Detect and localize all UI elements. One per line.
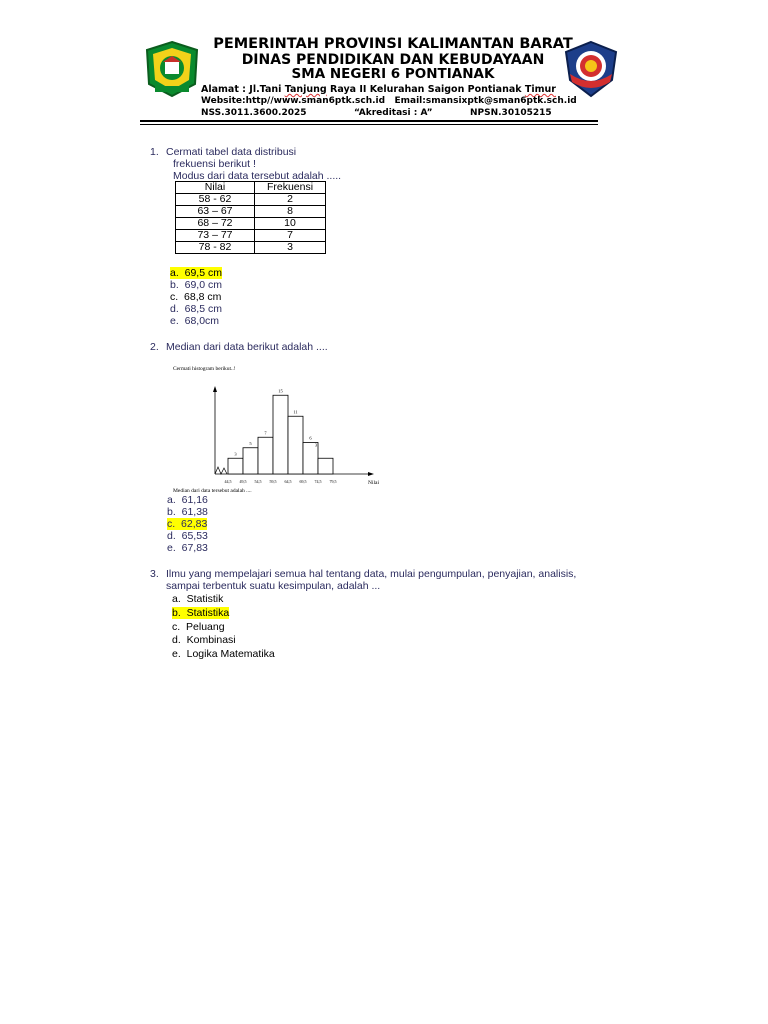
bar-value-label: 7 <box>264 430 267 436</box>
x-tick-label: 54,5 <box>254 479 262 484</box>
table-cell: 8 <box>255 206 326 218</box>
q3-option-e[interactable]: e. Logika Matematika <box>172 648 275 660</box>
histogram-bar <box>318 458 333 474</box>
bar-value-label: 15 <box>278 388 283 394</box>
chart-footer: Median dari data tersebut adalah .... <box>173 488 252 494</box>
nss-text: NSS.3011.3600.2025 <box>201 108 307 118</box>
header-rule-thin <box>140 124 598 125</box>
x-tick-label: 79,5 <box>329 479 337 484</box>
q3-line-2: sampai terbentuk suatu kesimpulan, adalah ... <box>166 580 381 592</box>
header-contact <box>201 96 577 106</box>
website-text: Website:http//www.sman6ptk.sch.id <box>201 96 386 106</box>
header-line-2: DINAS PENDIDIKAN DAN KEBUDAYAAN <box>241 52 545 68</box>
table-row <box>176 242 326 254</box>
y-axis-arrow <box>213 386 217 392</box>
q1-option-a[interactable]: a. 69,5 cm <box>170 267 222 279</box>
header-rule-thick <box>140 120 598 122</box>
q2-number: 2. <box>150 341 159 353</box>
histogram-bar <box>273 395 288 474</box>
x-tick-label: 49,5 <box>239 479 247 484</box>
table-cell: 78 - 82 <box>176 242 255 254</box>
bar-value-label: 5 <box>249 440 252 446</box>
histogram-bar <box>243 448 258 474</box>
akreditasi-text: “Akreditasi : A” <box>354 108 433 118</box>
header-line-3: SMA NEGERI 6 PONTIANAK <box>291 66 495 82</box>
q3-number: 3. <box>150 568 159 580</box>
table-row <box>176 206 326 218</box>
histogram-bar <box>288 416 303 474</box>
x-axis-label: Nilai <box>368 480 379 486</box>
x-tick-label: 44,5 <box>224 479 232 484</box>
table-row <box>176 194 326 206</box>
bar-value-label: 6 <box>309 435 312 441</box>
x-tick-label: 69,5 <box>299 479 307 484</box>
q3-option-a[interactable]: a. Statistik <box>172 593 224 605</box>
q1-option-d[interactable]: d. 68,5 cm <box>170 303 222 315</box>
table-cell: 63 – 67 <box>176 206 255 218</box>
q1-line-2: frekuensi berikut ! <box>173 158 256 170</box>
table-cell: 68 – 72 <box>176 218 255 230</box>
q2-option-e[interactable]: e. 67,83 <box>167 542 208 554</box>
q3-option-d[interactable]: d. Kombinasi <box>172 634 236 646</box>
q1-option-c[interactable]: c. 68,8 cm <box>170 291 222 303</box>
x-tick-label: 59,5 <box>269 479 277 484</box>
x-tick-label: 74,5 <box>314 479 322 484</box>
histogram-bar <box>258 437 273 474</box>
table-row <box>176 230 326 242</box>
q3-option-b[interactable]: b. Statistika <box>172 607 230 619</box>
table-cell: 2 <box>255 194 326 206</box>
email-text: Email:smansixptk@sman6ptk.sch.id <box>394 96 577 106</box>
q1-option-e[interactable]: e. 68,0cm <box>170 315 220 327</box>
q2-text: Median dari data berikut adalah .... <box>166 341 328 353</box>
q2-option-d[interactable]: d. 65,53 <box>167 530 208 542</box>
chart-title: Cermati histogram berikut..! <box>173 366 236 372</box>
x-axis-arrow <box>368 472 374 476</box>
q3-line-1: Ilmu yang mempelajari semua hal tentang data, mulai pengumpulan, penyajian, analisis, <box>166 568 577 580</box>
table-header-row <box>176 182 326 194</box>
frequency-table <box>175 181 326 254</box>
table-cell: 7 <box>255 230 326 242</box>
table-header-frekuensi: Frekuensi <box>255 182 326 194</box>
header-address: Alamat : Jl.Tani Tanjung Raya II Kelurahan Saigon Pontianak Timur <box>201 84 556 95</box>
table-cell: 58 - 62 <box>176 194 255 206</box>
bar-value-label: 11 <box>293 409 298 415</box>
table-cell: 3 <box>255 242 326 254</box>
q1-option-b[interactable]: b. 69,0 cm <box>170 279 222 291</box>
histogram-bar <box>228 458 243 474</box>
histogram-chart <box>170 362 395 498</box>
bar-value-label: 3 <box>234 451 237 457</box>
table-cell: 73 – 77 <box>176 230 255 242</box>
x-tick-label: 64,5 <box>284 479 292 484</box>
header-line-1: PEMERINTAH PROVINSI KALIMANTAN BARAT <box>213 36 573 52</box>
q1-line-3: Modus dari data tersebut adalah ..... <box>173 170 342 182</box>
q1-number: 1. <box>150 146 159 158</box>
bar-value-label: 3 <box>314 442 318 448</box>
q2-option-a[interactable]: a. 61,16 <box>167 494 208 506</box>
q3-option-c[interactable]: c. Peluang <box>172 621 225 633</box>
axis-break <box>215 467 227 474</box>
table-row <box>176 218 326 230</box>
q2-option-c[interactable]: c. 62,83 <box>167 518 208 530</box>
q1-line-1: Cermati tabel data distribusi <box>166 146 297 158</box>
q2-option-b[interactable]: b. 61,38 <box>167 506 208 518</box>
npsn-text: NPSN.30105215 <box>470 108 552 118</box>
table-header-nilai: Nilai <box>176 182 255 194</box>
table-cell: 10 <box>255 218 326 230</box>
